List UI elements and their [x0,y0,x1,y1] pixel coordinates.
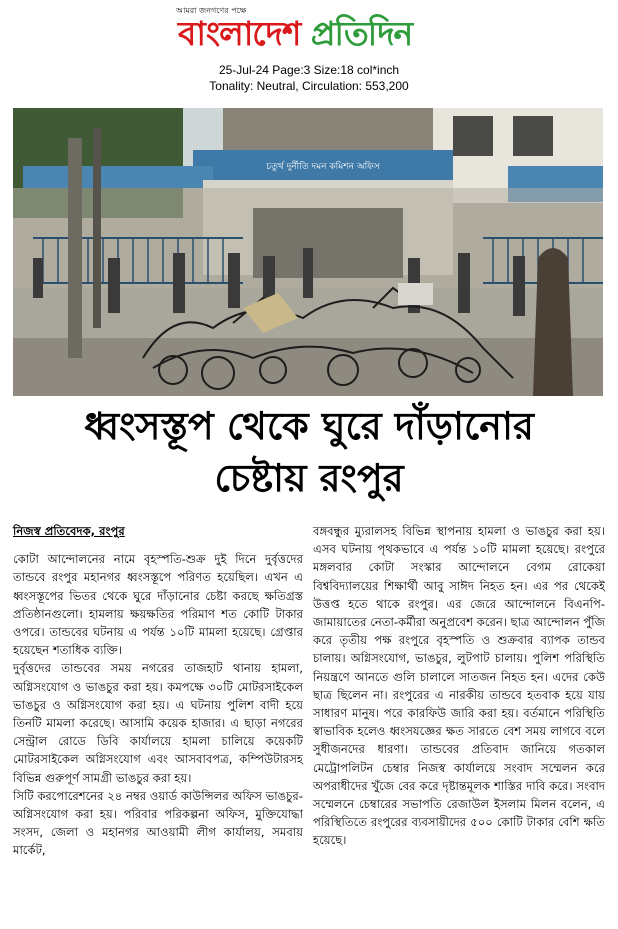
article-paragraph: সিটি করপোরেশনের ২৪ নম্বর ওয়ার্ড কাউন্সিলর অফিস ভাঙচুর-অগ্নিসংযোগ করা হয়। পরিবার পরিকল্পনা অফিস, মুক্তিযোদ্ধা সংসদ, জেলা ও মহানগর আওয়ামী লীগ কার্যালয়, সমবায় মার্কেট, [13,788,303,858]
clipping-meta-line-1: 25-Jul-24 Page:3 Size:18 col*inch [218,63,400,77]
newspaper-logo [178,14,412,54]
article-paragraph: বঙ্গবন্ধুর ম্যুরালসহ বিভিন্ন স্থাপনায় হামলা ও ভাঙচুর করা হয়। এসব ঘটনায় পৃথকভাবে এ পর্যন্ত ১০টি মামলা হয়েছে। রংপুরে মঙ্গলবার কোটা সংস্কার আন্দোলনে বেগম রোকেয়া বিশ্ববিদ্যালয়ের শিক্ষার্থী আবু সাঈদ নিহত হন। এর পর থেকেই উত্তপ্ত হতে থাকে রংপুর। এর জেরে আন্দোলনে বিএনপি-জামায়াতের নেতা-কর্মীরা অনুপ্রবেশ করেন। ছাত্র আন্দোলন পুঁজি করে তৃতীয় পক্ষ রংপুরে বৃহস্পতি ও শুক্রবার ব্যাপক তান্ডব চালায়। অগ্নিসংযোগ, ভাঙচুর, লুটপাট চালায়। পুলিশ পরিস্থিতি নিয়ন্ত্রণে আনতে গুলি চালালে সাতজন নিহত হন। এদের কেউ ছাত্র ছিলেন না। রংপুরের এ নারকীয় তান্ডবে হতবাক হয়ে যায় সাধারণ মানুষ। পরে কারফিউ জারি করা হয়। বর্তমানে পরিস্থিতি স্বাভাবিক হলেও ধ্বংসযজ্ঞের ক্ষত সারতে বেশ সময় লাগবে বলে সুধীজনদের ধারণা। তান্ডবের প্রতিবাদ জানিয়ে গতকাল মেট্রোপলিটন চেম্বার নিজস্ব কার্যালয়ে সংবাদ সম্মেলন করে অপরাধীদের খুঁজে বের করে দৃষ্টান্তমূলক শাস্তির দাবি করে। সংবাদ সম্মেলনে চেম্বারের সভাপতি রেজাউল ইসলাম মিলন বলেন, এ পরিস্থিতিতে রংপুরের ব্যবসায়ীদের ৫০০ কোটি টাকার বেশি ক্ষতি হয়েছে। [313,524,605,848]
masthead [0,0,618,62]
logo-part-2: প্রতিদিন [310,14,413,53]
headline [0,400,618,504]
news-photo [13,108,603,396]
article-column-left [13,522,303,860]
headline-line-2: চেষ্টায় রংপুর [214,456,404,500]
byline: নিজস্ব প্রতিবেদক, রংপুর [13,524,125,538]
photo-illustration [13,108,603,396]
article-paragraph: কোটা আন্দোলনের নামে বৃহস্পতি-শুক্র দুই দিনে দুর্বৃত্তদের তান্ডবে রংপুর মহানগর ধ্বংসস্তূপে পরিণত হয়েছিল। এখন এ ধ্বংসস্তূপের ভিতর থেকে ঘুরে দাঁড়ানোর চেষ্টা করছে ক্ষতিগ্রস্ত প্রতিষ্ঠানগুলো। হামলায় ক্ষয়ক্ষতির পরিমাণ শত কোটি টাকার ওপরে। তান্ডবের ঘটনায় এ পর্যন্ত ১০টি মামলা হয়েছে। গ্রেপ্তার হয়েছেন শতাধিক ব্যক্তি। [13,552,303,658]
headline-line-1: ধ্বংসস্তূপ থেকে ঘুরে দাঁড়ানোর [84,404,534,448]
article-column-right [313,522,605,850]
article-paragraph: দুর্বৃত্তদের তান্ডবের সময় নগরের তাজহাট থানায় হামলা, অগ্নিসংযোগ ও ভাঙচুর করা হয়। কমপক্ষে ৩০টি মোটরসাইকেল ভাঙচুর ও অগ্নিসংযোগ করা হয়। এ ঘটনায় পুলিশ বাদী হয়ে তিনটি মামলা করেছে। আসামি কয়েক হাজার। এ ছাড়া নগরের সেন্ট্রাল রোডে ডিবি কার্যালয়ে হামলা চালিয়ে কয়েকটি মোটরসাইকেল অগ্নিসংযোগ এবং আসবাবপত্র, কম্পিউটারসহ বিভিন্ন গুরুপূর্ণ সামগ্রী ভাঙচুর করা হয়। [13,661,303,785]
masthead-tagline: আমরা জনগণের পক্ষে [176,6,247,15]
photo-signboard-text: চতুর্থ দুর্নীতি দমন কমিশন অফিস [266,162,380,172]
logo-part-1: বাংলাদেশ [178,14,311,53]
clipping-meta-line-2: Tonality: Neutral, Circulation: 553,200 [209,79,409,93]
